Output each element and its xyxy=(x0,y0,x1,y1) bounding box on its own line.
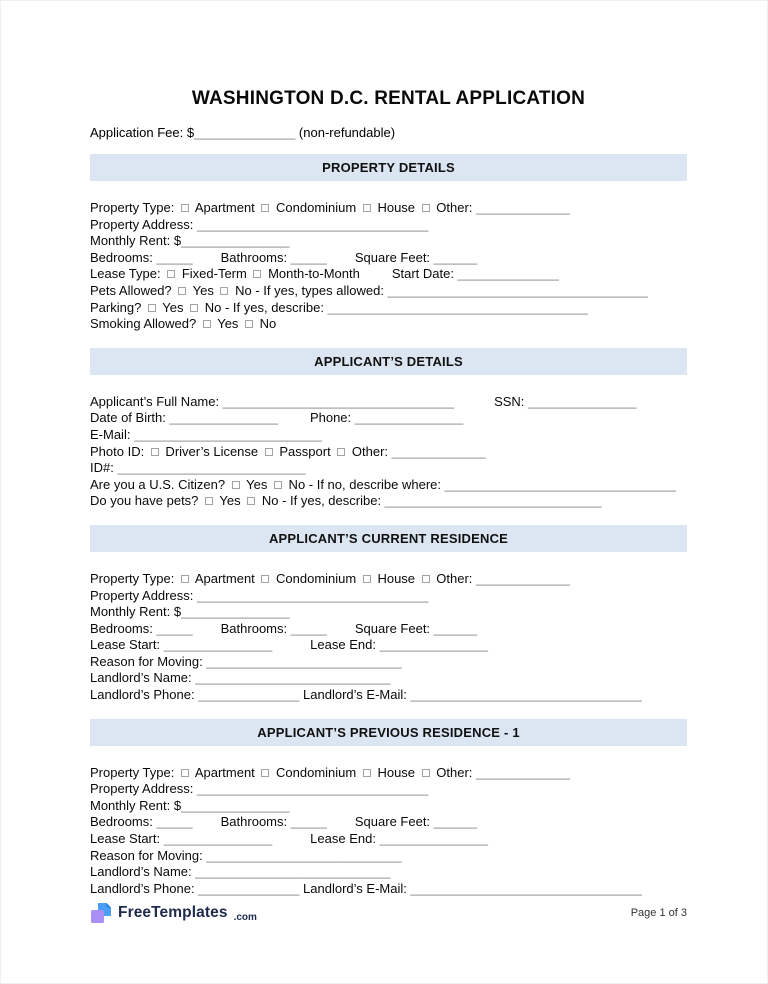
label-text: SSN: xyxy=(494,393,529,409)
blank-field[interactable]: ______________ xyxy=(457,266,559,282)
form-line xyxy=(90,848,687,865)
checkbox[interactable] xyxy=(261,204,269,212)
section-header: PROPERTY DETAILS xyxy=(90,154,687,181)
application-fee-line xyxy=(90,124,687,141)
blank-field[interactable]: ____________________________________ xyxy=(387,282,648,298)
label-text: Monthly Rent: $ xyxy=(90,797,182,813)
blank-field[interactable]: ________________________________ xyxy=(444,476,676,492)
spacer xyxy=(327,825,355,826)
brand-name: FreeTemplates xyxy=(118,904,228,921)
blank-field[interactable]: ________________________________ xyxy=(410,880,642,896)
blank-field[interactable]: ___________________________ xyxy=(206,653,402,669)
blank-field[interactable]: _______________ xyxy=(163,637,273,653)
blank-field[interactable]: _______________ xyxy=(181,797,290,813)
spacer xyxy=(360,277,392,278)
form-line xyxy=(90,604,687,621)
blank-field[interactable]: __________________________ xyxy=(134,426,323,442)
form-line xyxy=(90,460,687,477)
label-text: Lease End: xyxy=(310,637,380,653)
label-text: Applicant’s Full Name: xyxy=(90,393,223,409)
label-text: No - If yes, types allowed: xyxy=(231,282,388,298)
form-section xyxy=(90,154,687,348)
form-line xyxy=(90,233,687,250)
checkbox[interactable] xyxy=(247,497,255,505)
blank-field[interactable]: ______ xyxy=(433,620,478,636)
label-text: Bathrooms: xyxy=(220,620,291,636)
spacer xyxy=(327,632,355,633)
spacer xyxy=(272,842,310,843)
section-body xyxy=(90,552,687,719)
form-line xyxy=(90,588,687,605)
form-line xyxy=(90,654,687,671)
blank-field[interactable]: _____________ xyxy=(476,200,571,215)
form-line xyxy=(90,250,687,267)
form-line xyxy=(90,200,687,217)
section-body xyxy=(90,181,687,348)
brand-suffix: .com xyxy=(233,912,257,923)
form-line xyxy=(90,621,687,638)
label-text: Property Type: xyxy=(90,764,178,780)
checkbox[interactable] xyxy=(203,320,211,328)
label-text: Lease Start: xyxy=(90,831,164,847)
checkbox[interactable] xyxy=(363,204,371,212)
label-text: Bathrooms: xyxy=(220,814,291,830)
spacer xyxy=(272,648,310,649)
blank-field[interactable]: _____________ xyxy=(391,443,486,459)
label-text: Yes xyxy=(242,476,271,492)
label-text: Condominium xyxy=(272,570,360,586)
checkbox[interactable] xyxy=(363,575,371,583)
blank-field[interactable]: _______________ xyxy=(379,637,489,653)
checkbox[interactable] xyxy=(181,575,189,583)
label-text: Condominium xyxy=(272,764,360,780)
blank-field[interactable]: _____ xyxy=(156,249,193,265)
checkbox[interactable] xyxy=(220,287,228,295)
form-line xyxy=(90,637,687,654)
blank-field[interactable]: ___________________________ xyxy=(206,847,402,863)
blank-field[interactable]: _______________ xyxy=(163,831,273,847)
checkbox[interactable] xyxy=(261,769,269,777)
blank-field[interactable]: _______________ xyxy=(181,233,290,249)
label-text: ID#: xyxy=(90,460,118,476)
label-text: Yes xyxy=(189,282,218,298)
label-text: Start Date: xyxy=(391,266,458,282)
form-line xyxy=(90,316,687,333)
form-line xyxy=(90,781,687,798)
blank-field[interactable]: _______________ xyxy=(528,393,637,409)
section-body xyxy=(90,375,687,525)
label-text: Monthly Rent: $ xyxy=(90,233,182,249)
label-text: E-Mail: xyxy=(90,426,135,442)
checkbox[interactable] xyxy=(337,448,345,456)
blank-field[interactable]: ________________________________ xyxy=(196,587,429,603)
label-text: Monthly Rent: $ xyxy=(90,604,182,620)
form-line xyxy=(90,881,687,898)
checkbox[interactable] xyxy=(274,481,282,489)
label-text: Date of Birth: xyxy=(90,410,170,426)
section-header: APPLICANT’S CURRENT RESIDENCE xyxy=(90,525,687,552)
label-text: Property Type: xyxy=(90,570,178,586)
label-text: Apartment xyxy=(191,200,259,215)
freetemplates-logo-icon xyxy=(90,902,112,924)
label-text: Application Fee: $ xyxy=(90,125,195,140)
blank-field[interactable]: _____ xyxy=(290,620,327,636)
blank-field[interactable]: ______________ xyxy=(198,687,300,703)
label-text: Square Feet: xyxy=(354,814,434,830)
checkbox[interactable] xyxy=(422,769,430,777)
spacer xyxy=(327,261,355,262)
label-text: House xyxy=(373,570,419,586)
label-text: Bathrooms: xyxy=(220,249,291,265)
blank-field[interactable]: ______ xyxy=(433,249,478,265)
form-section xyxy=(90,719,687,913)
label-text: Bedrooms: xyxy=(90,249,157,265)
blank-field[interactable]: ______________ xyxy=(198,880,300,896)
label-text: Reason for Moving: xyxy=(90,653,207,669)
blank-field[interactable]: ________________________________ xyxy=(222,393,455,409)
form-section xyxy=(90,348,687,525)
spacer xyxy=(454,405,494,406)
blank-field[interactable]: ________________________________ xyxy=(196,216,429,232)
label-text: Fixed-Term xyxy=(178,266,251,282)
form-line xyxy=(90,493,687,510)
form-line xyxy=(90,266,687,283)
label-text: Bedrooms: xyxy=(90,814,157,830)
label-text: Square Feet: xyxy=(354,249,434,265)
blank-field[interactable]: _____________ xyxy=(476,764,571,780)
spacer xyxy=(193,825,221,826)
label-text: House xyxy=(373,200,419,215)
checkbox[interactable] xyxy=(363,769,371,777)
label-text: No - If no, describe where: xyxy=(284,476,445,492)
checkbox[interactable] xyxy=(232,481,240,489)
label-text: Phone: xyxy=(309,410,355,426)
form-line xyxy=(90,217,687,234)
label-text: Property Address: xyxy=(90,781,197,797)
form-line xyxy=(90,670,687,687)
label-text: Lease Type: xyxy=(90,266,165,282)
form-line xyxy=(90,798,687,815)
form-section xyxy=(90,525,687,719)
form-line xyxy=(90,571,687,588)
form-sections xyxy=(90,154,687,912)
label-text: No xyxy=(256,316,277,332)
checkbox[interactable] xyxy=(190,304,198,312)
form-line xyxy=(90,427,687,444)
form-line xyxy=(90,831,687,848)
checkbox[interactable] xyxy=(167,270,175,278)
checkbox[interactable] xyxy=(265,448,273,456)
checkbox[interactable] xyxy=(151,448,159,456)
label-text: Smoking Allowed? xyxy=(90,316,200,332)
label-text: (non-refundable) xyxy=(295,125,396,140)
form-line xyxy=(90,765,687,782)
label-text: Square Feet: xyxy=(354,620,434,636)
label-text: Landlord’s Name: xyxy=(90,670,196,686)
label-text: No - If yes, describe: xyxy=(258,493,385,509)
checkbox[interactable] xyxy=(178,287,186,295)
label-text: Other: xyxy=(348,443,392,459)
blank-field[interactable]: ______________ xyxy=(194,125,296,140)
checkbox[interactable] xyxy=(422,575,430,583)
blank-field[interactable]: _______________ xyxy=(181,604,290,620)
checkbox[interactable] xyxy=(148,304,156,312)
label-text: Reason for Moving: xyxy=(90,847,207,863)
blank-field[interactable]: ___________________________ xyxy=(195,864,391,880)
form-line xyxy=(90,300,687,317)
blank-field[interactable]: ______ xyxy=(433,814,478,830)
freetemplates-logo[interactable] xyxy=(90,902,257,924)
page-footer xyxy=(90,902,687,924)
checkbox[interactable] xyxy=(261,575,269,583)
checkbox[interactable] xyxy=(181,769,189,777)
label-text: Lease End: xyxy=(310,831,380,847)
label-text: Apartment xyxy=(191,764,259,780)
label-text: Lease Start: xyxy=(90,637,164,653)
form-line xyxy=(90,410,687,427)
label-text: Photo ID: xyxy=(90,443,148,459)
label-text: Passport xyxy=(275,443,335,459)
label-text: Parking? xyxy=(90,299,145,315)
section-header: APPLICANT’S DETAILS xyxy=(90,348,687,375)
checkbox[interactable] xyxy=(205,497,213,505)
label-text: Other: xyxy=(432,764,477,780)
form-line xyxy=(90,864,687,881)
blank-field[interactable]: _____ xyxy=(290,249,327,265)
blank-field[interactable]: __________________________ xyxy=(117,460,306,476)
label-text: Landlord’s Name: xyxy=(90,864,196,880)
label-text: Other: xyxy=(432,570,477,586)
form-line xyxy=(90,444,687,461)
label-text: Property Type: xyxy=(90,200,178,215)
form-line xyxy=(90,687,687,704)
blank-field[interactable]: ________________________________ xyxy=(196,781,429,797)
blank-field[interactable]: ___________________________ xyxy=(195,670,391,686)
label-text: Apartment xyxy=(191,570,259,586)
label-text: House xyxy=(373,764,419,780)
form-line xyxy=(90,394,687,411)
label-text: Month-to-Month xyxy=(264,266,360,282)
label-text: Condominium xyxy=(272,200,360,215)
label-text: Property Address: xyxy=(90,587,197,603)
page-title: WASHINGTON D.C. RENTAL APPLICATION xyxy=(191,88,586,109)
checkbox[interactable] xyxy=(253,270,261,278)
checkbox[interactable] xyxy=(245,320,253,328)
label-text: Landlord’s Phone: xyxy=(90,687,199,703)
label-text: Landlord’s E-Mail: xyxy=(299,880,411,896)
label-text: Property Address: xyxy=(90,216,197,232)
label-text: Driver’s License xyxy=(161,443,262,459)
label-text: Pets Allowed? xyxy=(90,282,176,298)
section-header: APPLICANT’S PREVIOUS RESIDENCE - 1 xyxy=(90,719,687,746)
label-text: Yes xyxy=(158,299,188,315)
label-text: Yes xyxy=(213,316,243,332)
label-text: Yes xyxy=(216,493,245,509)
section-body xyxy=(90,746,687,913)
blank-field[interactable]: _______________ xyxy=(354,410,464,426)
label-text: Are you a U.S. Citizen? xyxy=(90,476,229,492)
blank-field[interactable]: _______________ xyxy=(169,410,278,426)
spacer xyxy=(193,632,221,633)
label-text: Bedrooms: xyxy=(90,620,157,636)
blank-field[interactable]: _____ xyxy=(156,620,193,636)
form-line xyxy=(90,814,687,831)
blank-field[interactable]: ________________________________ xyxy=(410,687,642,703)
label-text: Landlord’s Phone: xyxy=(90,880,199,896)
form-line xyxy=(90,283,687,300)
blank-field[interactable]: ____________________________________ xyxy=(327,299,588,315)
form-line xyxy=(90,477,687,494)
blank-field[interactable]: _____ xyxy=(290,814,327,830)
checkbox[interactable] xyxy=(181,204,189,212)
blank-field[interactable]: _______________ xyxy=(379,831,489,847)
spacer xyxy=(193,261,221,262)
checkbox[interactable] xyxy=(422,204,430,212)
label-text: Do you have pets? xyxy=(90,493,203,509)
page-indicator: Page 1 of 3 xyxy=(630,907,687,919)
label-text: No - If yes, describe: xyxy=(201,299,328,315)
spacer xyxy=(278,421,310,422)
label-text: Other: xyxy=(432,200,477,215)
blank-field[interactable]: _____ xyxy=(156,814,193,830)
blank-field[interactable]: _____________ xyxy=(476,570,571,586)
blank-field[interactable]: ______________________________ xyxy=(384,493,602,509)
label-text: Landlord’s E-Mail: xyxy=(299,687,411,703)
